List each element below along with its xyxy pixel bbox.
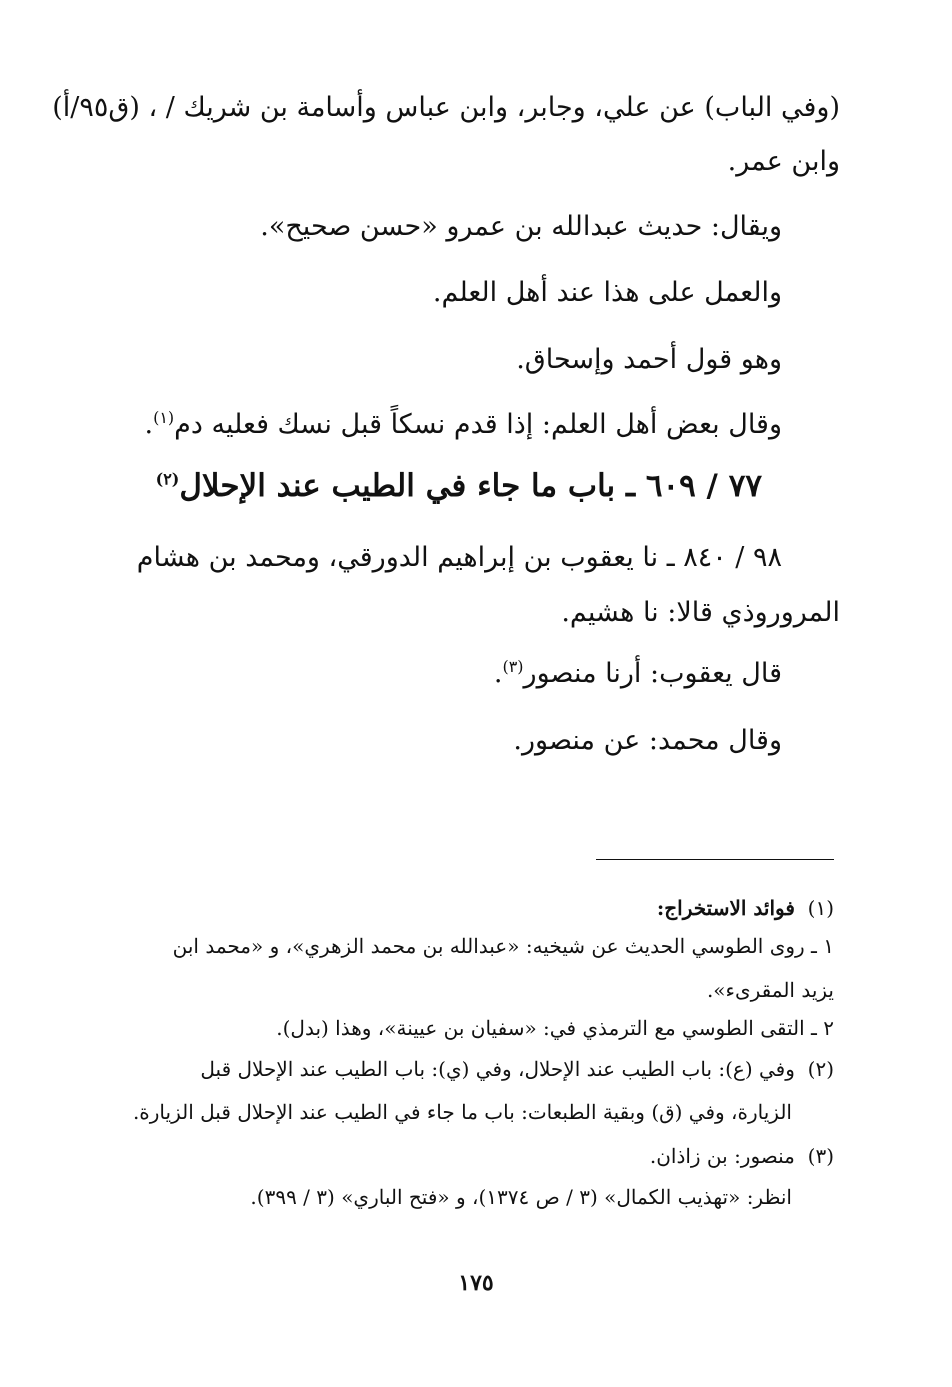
body-line-1: (وفي الباب) عن علي، وجابر، وابن عباس وأسامة بن شريك / ، (ق٩٥/أ) <box>52 92 840 123</box>
footnote-1-line-2: يزيد المقرىء». <box>706 978 834 1002</box>
hadith-line-1: ٩٨ / ٨٤٠ ـ نا يعقوب بن إبراهيم الدورقي، ومحمد بن هشام <box>136 542 782 573</box>
footnote-1-heading <box>657 893 834 923</box>
footnote-3-line-2: انظر: «تهذيب الكمال» (٣ / ص ١٣٧٤)، و «فتح الباري» (٣ / ٣٩٩). <box>250 1185 792 1209</box>
body-line-6 <box>144 405 782 445</box>
footnote-1-marker: (١) <box>807 896 834 920</box>
footnote-1-line-3: ٢ ـ التقى الطوسي مع الترمذي في: «سفيان بن عيينة»، وهذا (بدل). <box>276 1016 834 1040</box>
footnote-2-line-1 <box>200 1054 834 1084</box>
footnote-3-marker: (٣) <box>807 1144 834 1168</box>
footnote-3-text: منصور: بن زاذان. <box>649 1144 795 1168</box>
page-number: ١٧٥ <box>458 1270 494 1296</box>
body-line-3: ويقال: حديث عبدالله بن عمرو «حسن صحيح». <box>260 211 782 242</box>
hadith-line-3-end: . <box>493 658 503 689</box>
hadith-line-2: المروروذي قالا: نا هشيم. <box>561 597 840 628</box>
hadith-line-3-text: قال يعقوب: أرنا منصور <box>523 658 782 689</box>
footnote-ref-2: (٢) <box>155 469 180 489</box>
chapter-heading <box>156 463 762 509</box>
footnote-separator <box>596 859 834 860</box>
footnote-ref-1: (١) <box>153 408 175 427</box>
hadith-line-4: وقال محمد: عن منصور. <box>513 725 782 756</box>
body-line-6-text: وقال بعض أهل العلم: إذا قدم نسكاً قبل نسك فعليه دم <box>174 409 782 440</box>
body-line-6-end: . <box>144 409 154 440</box>
footnote-3-line-1 <box>650 1141 834 1171</box>
footnote-ref-3: (٣) <box>502 657 524 676</box>
footnote-2-text: وفي (ع): باب الطيب عند الإحلال، وفي (ي): باب الطيب عند الإحلال قبل <box>200 1057 795 1081</box>
body-line-4: والعمل على هذا عند أهل العلم. <box>432 277 782 308</box>
footnote-2-marker: (٢) <box>807 1057 834 1081</box>
body-line-5: وهو قول أحمد وإسحاق. <box>516 344 782 375</box>
footnote-1-line-1: ١ ـ روى الطوسي الحديث عن شيخيه: «عبدالله بن محمد الزهري»، و «محمد ابن <box>172 934 834 958</box>
hadith-line-3 <box>494 654 782 694</box>
chapter-heading-text: ٧٧ / ٦٠٩ ـ باب ما جاء في الطيب عند الإحلال <box>179 468 762 504</box>
footnote-2-line-2: الزيارة، وفي (ق) وبقية الطبعات: باب ما جاء في الطيب عند الإحلال قبل الزيارة. <box>132 1100 792 1124</box>
body-line-2: وابن عمر. <box>727 146 840 177</box>
footnote-1-title: فوائد الاستخراج: <box>656 896 795 920</box>
